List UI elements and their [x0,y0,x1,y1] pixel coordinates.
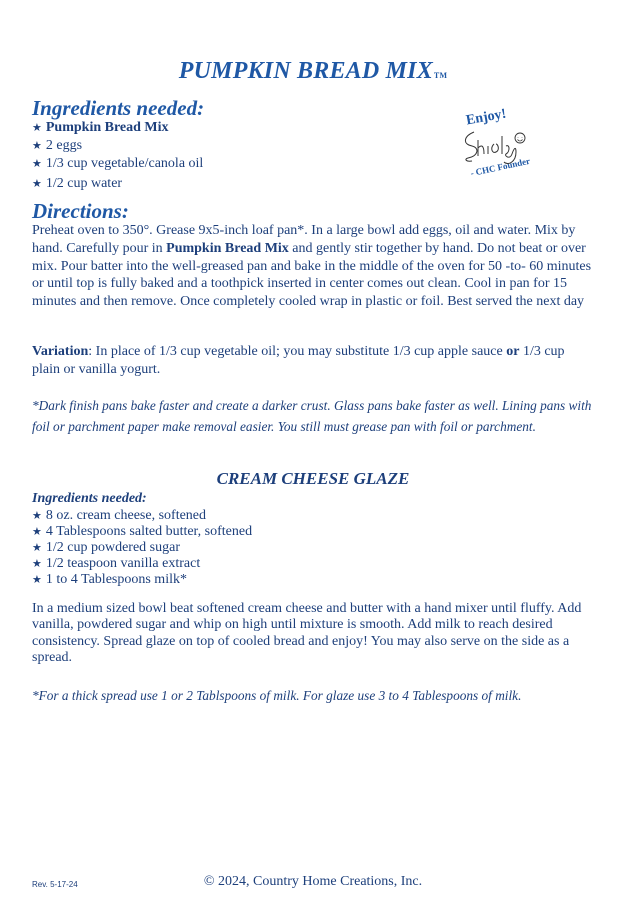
ingredient-text: 2 eggs [45,137,83,153]
ingredient-item [32,155,203,173]
milk-note: *For a thick spread use 1 or 2 Tablspoons of milk. For glaze use 3 to 4 Tablespoons of milk. [32,688,522,703]
glaze-ingredients-heading: Ingredients needed: [32,491,147,506]
star-icon: ★ [32,509,42,522]
ingredient-item [32,137,203,155]
glaze-instructions: In a medium sized bowl beat softened cream cheese and butter with a hand mixer until fluffy. Add vanilla, powdered sugar and whip on high until mixture is smooth. Add milk to reach desired consistency. Spread glaze on top of cooled bread and enjoy! You may also serve on the side as a spread. [32,601,582,665]
star-icon: ★ [32,557,42,570]
glaze-ingredient-item: ★ 1 to 4 Tablespoons milk* [32,572,187,587]
star-icon: ★ [32,541,42,554]
star-icon: ★ [32,121,42,134]
revision-date: Rev. 5-17-24 [32,880,78,889]
star-icon: ★ [32,157,42,170]
glaze-ingredient-item: ★ 4 Tablespoons salted butter, softened [32,524,253,539]
star-icon: ★ [32,525,42,538]
variation-label: Variation [32,344,89,359]
ingredients-list [32,119,203,192]
ingredient-text: 1/3 cup vegetable/canola oil [45,156,204,171]
pan-note: *Dark finish pans bake faster and create a darker crust. Glass pans bake faster as well. Lining pans with foil or parchment paper make removal easier. You still must grease pan with foil or parchment. [32,398,592,434]
trademark-mark: TM [433,71,448,80]
page-title [0,58,626,85]
glaze-ingredient-item: ★ 1/2 teaspoon vanilla extract [32,556,201,571]
enjoy-badge [458,104,538,184]
ingredients-heading: Ingredients needed: [32,96,205,120]
variation-paragraph: Variation: In place of 1/3 cup vegetable oil; you may substitute 1/3 cup apple sauce or 1/3 cup plain or vanilla yogurt. [32,344,565,377]
star-icon: ★ [32,138,42,152]
copyright-notice: © 2024, Country Home Creations, Inc. [203,874,423,889]
glaze-ingredient-item: ★ 8 oz. cream cheese, softened [32,508,207,523]
enjoy-text: Enjoy! [464,106,508,129]
ingredient-text: Pumpkin Bread Mix [45,120,169,135]
directions-paragraph: Preheat oven to 350°. Grease 9x5-inch loaf pan*. In a large bowl add eggs, oil and water. Mix by hand. Carefully pour in Pumpkin Bread Mix and gently stir together by hand. Do not beat or over mix. Pour batter into the well-greased pan and bake in the middle of the oven for 50 -to- 60 minutes or until top is fully baked and a toothpick inserted in center comes out clean. Cool in pan for 15 minutes and then remove. Once completely cooled wrap in plastic or foil. Best served the next day [32,223,592,310]
product-name: Pumpkin Bread Mix [166,240,289,256]
title-text: PUMPKIN BREAD MIX [178,58,433,84]
glaze-ingredients-list [32,508,252,588]
star-icon: ★ [32,176,42,190]
directions-heading: Directions: [32,199,129,223]
ingredient-item [32,175,203,193]
glaze-title: CREAM CHEESE GLAZE [216,469,410,488]
ingredient-item [32,119,203,137]
ingredient-text: 1/2 cup water [45,175,123,191]
founder-label: - CHC Founder [469,155,531,179]
star-icon: ★ [32,573,42,586]
glaze-ingredient-item: ★ 1/2 cup powdered sugar [32,540,181,555]
